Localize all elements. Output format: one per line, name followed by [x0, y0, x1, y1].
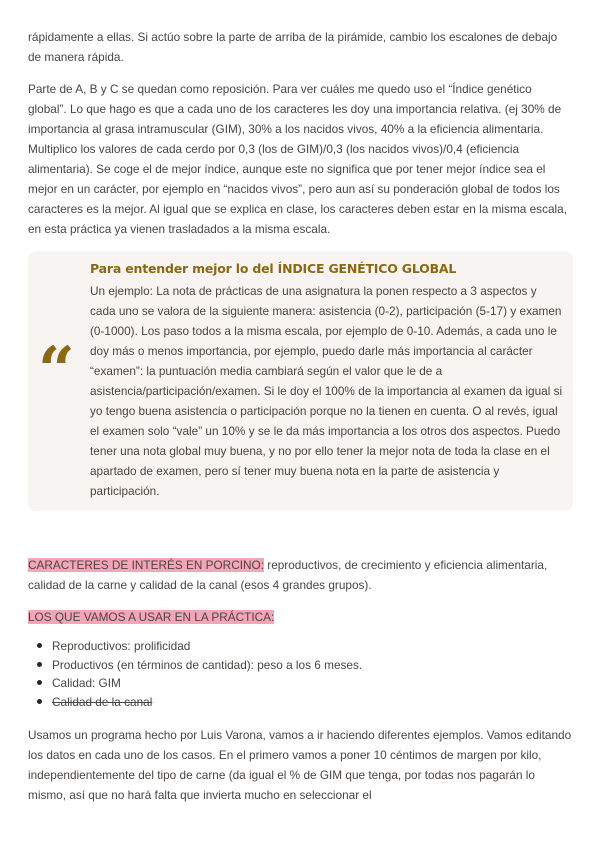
list-item-text: Productivos (en términos de cantidad): peso a los 6 meses.	[52, 657, 363, 672]
callout-body: Un ejemplo: La nota de prácticas de una asignatura la ponen respecto a 3 aspectos y cada uno se valora de la siguiente manera: asistencia (0-2), participación (5-17) y examen (0-1000). Los paso todos a la misma escala, por ejemplo de 0-10. Además, a cada uno le doy más o menos importancia, por ejemplo, puedo darle más importancia al carácter “examen”: la puntuación media cambiará según el valor que le de a asistencia/participación/examen. Si le doy el 100% de la importancia al examen da igual si yo tengo buena asistencia o participación porque no la tienen en cuenta. O al revés, igual el examen solo “vale” un 10% y se le da más importancia a los otros dos aspectos. Puedo tener una nota global muy buena, y no por ello tener la mejor nota de toda la clase en el apartado de examen, pero sí tener muy buena nota en la parte de asistencia y participación.	[90, 284, 563, 498]
caracteres-text: reproductivos, de crecimiento y eficiencia alimentaria, calidad de la carne y calidad de la canal (esos 4 grandes grupos).	[28, 558, 548, 592]
list-item	[52, 637, 573, 656]
usar-label: LOS QUE VAMOS A USAR EN LA PRÁCTICA:	[28, 610, 275, 624]
bullet-icon	[37, 643, 42, 648]
list-item-text-struck: Calidad de la canal	[52, 694, 153, 709]
list-item	[52, 693, 573, 712]
caracteres-list	[28, 637, 573, 711]
list-item-text: Calidad: GIM	[52, 676, 121, 690]
paragraph-programa: Usamos un programa hecho por Luis Varona, vamos a ir haciendo diferentes ejemplos. Vamos editando los datos en cada uno de los casos. En el primero vamos a poner 10 céntimos de margen por kilo, independientemente del tipo de carne (da igual el % de GIM que tenga, por todas nos pagarán lo mismo, así que no hará falta que invierta mucho en seleccionar el	[28, 728, 572, 802]
callout-box	[28, 251, 573, 511]
usar-paragraph	[28, 607, 573, 627]
bullet-icon	[37, 662, 42, 667]
list-item	[52, 674, 573, 693]
callout-title: Para entender mejor lo del ÍNDICE GENÉTICO GLOBAL	[90, 261, 457, 276]
list-item	[52, 656, 573, 675]
caracteres-paragraph	[28, 555, 573, 595]
list-item-text: Reproductivos: prolificidad	[52, 639, 191, 653]
paragraph-intro: rápidamente a ellas. Si actúo sobre la parte de arriba de la pirámide, cambio los escalones de debajo de manera rápida.	[28, 30, 558, 64]
bullet-icon	[37, 699, 42, 704]
bullet-icon	[37, 680, 42, 685]
document-page	[28, 27, 573, 805]
caracteres-label: CARACTERES DE INTERÉS EN PORCINO:	[28, 558, 264, 572]
paragraph-indice: Parte de A, B y C se quedan como reposición. Para ver cuáles me quedo uso el “Índice genético global”. Lo que hago es que a cada uno de los caracteres les doy una importancia relativa. (ej 30% de importancia al grasa intramuscular (GIM), 30% a los nacidos vivos, 40% a la eficiencia alimentaria. Multiplico los valores de cada cerdo por 0,3 (los de GIM)/0,3 (los nacidos vivos)/0,4 (eficiencia alimentaria). Se coge el de mejor índice, aunque este no significa que por tener mejor índice sea el mejor en un carácter, por ejemplo en “nacidos vivos”, pero aun así su ponderación global de todos los caracteres es la mejor. Al igual que se explica en clase, los caracteres deben estar en la misma escala, en esta práctica ya vienen trasladados a la misma escala.	[28, 82, 567, 236]
quote-icon: “	[38, 333, 75, 408]
